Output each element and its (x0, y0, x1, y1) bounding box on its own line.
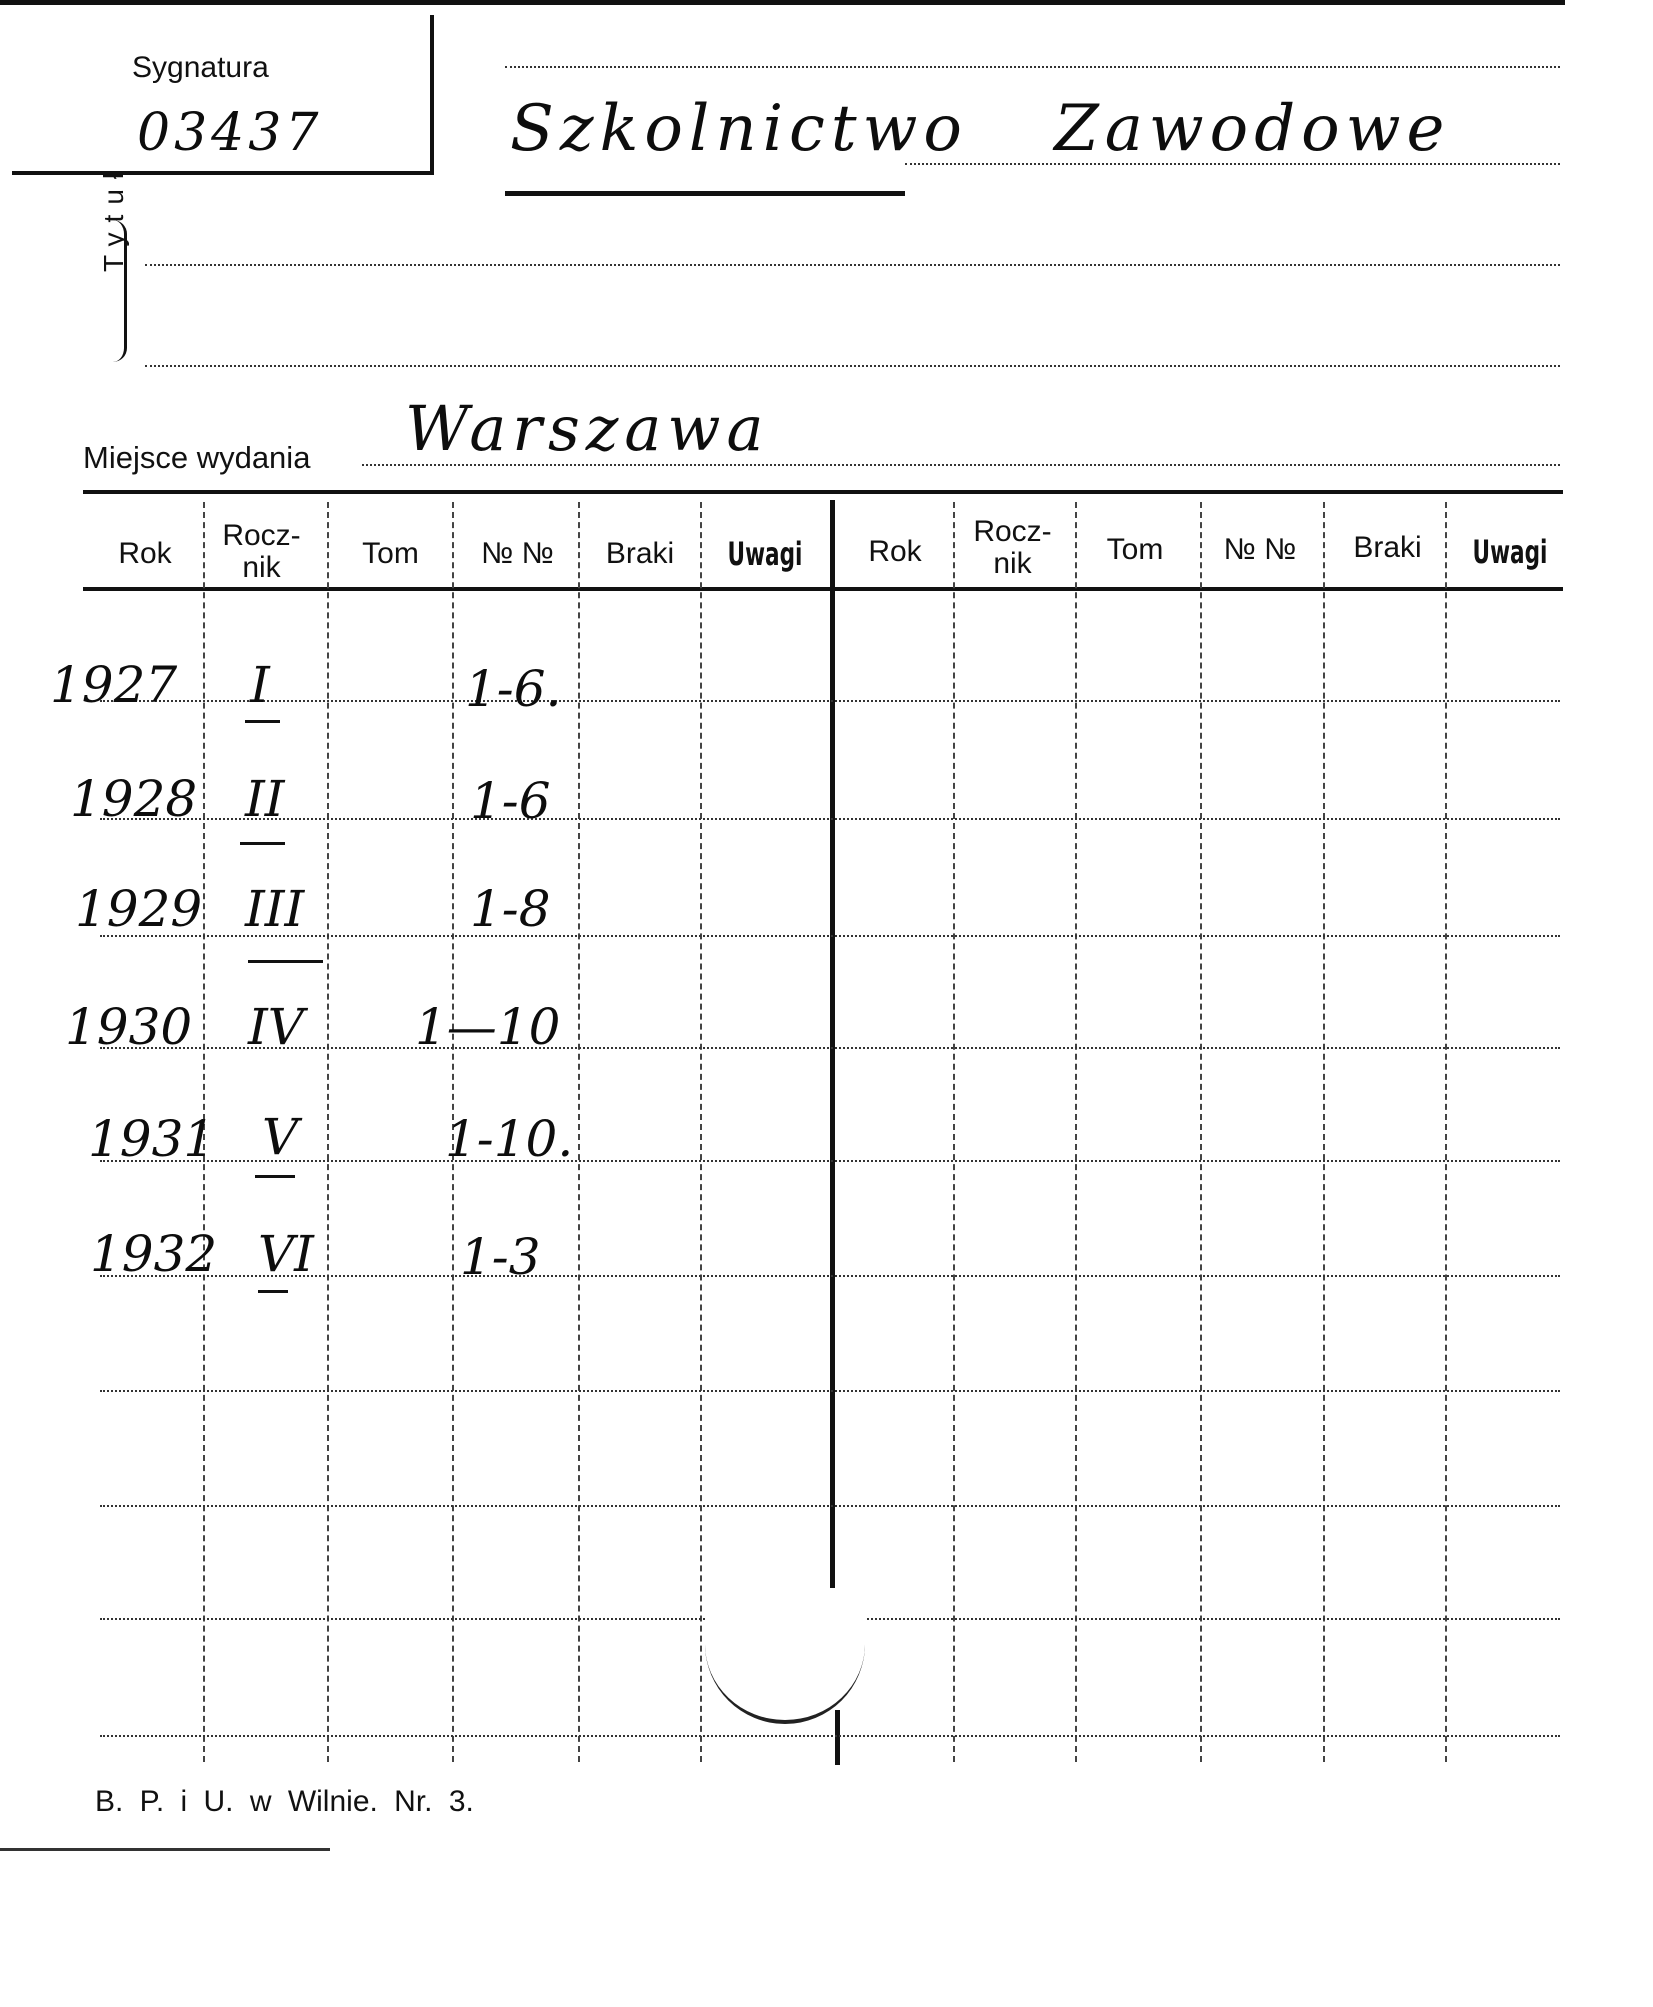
col-rocznik-right: Rocz- nik (973, 515, 1052, 580)
col-numery: № № (481, 537, 554, 570)
row-6-numery: 1-3 (460, 1228, 541, 1286)
row-2-rok: 1928 (70, 770, 198, 828)
col-uwagi-right: Uwagi (1472, 533, 1548, 571)
tytul-dotline-1 (145, 264, 1560, 266)
row-3-rocznik-underline (248, 960, 323, 963)
row-3-numery: 1-8 (470, 880, 551, 938)
col-uwagi: Uwagi (727, 535, 803, 573)
row-4-rok: 1930 (65, 998, 193, 1056)
vline-4 (578, 502, 580, 1762)
sygnatura-label: Sygnatura (132, 51, 269, 84)
tytul-label-text: Tytuł (98, 162, 129, 272)
col-tom: Tom (362, 537, 419, 570)
footer-imprint: B. P. i U. w Wilnie. Nr. 3. (95, 1785, 474, 1818)
row-4-rocznik: IV (248, 998, 304, 1056)
vline-9 (1200, 502, 1202, 1762)
row-5-rocznik: V (262, 1108, 299, 1166)
row-1-numery: 1-6. (465, 660, 562, 718)
row-line-5 (100, 1160, 1560, 1162)
row-6-rocznik-underline (258, 1290, 288, 1293)
row-5-numery: 1-10. (445, 1110, 574, 1168)
row-5-rok: 1931 (88, 1110, 216, 1168)
row-line-6 (100, 1275, 1560, 1277)
title-handwritten: Szkolnictwo Zawodowe (510, 92, 1451, 166)
vline-2 (327, 502, 329, 1762)
col-rocznik: Rocz- nik (222, 519, 301, 584)
sygnatura-box (12, 15, 434, 175)
sygnatura-value: 03437 (137, 103, 323, 163)
col-numery-right: № № (1223, 533, 1297, 566)
place-label: Miejsce wydania (83, 440, 311, 475)
row-2-numery: 1-6 (470, 772, 551, 830)
row-line-10 (100, 1735, 1560, 1737)
col-rok: Rok (118, 537, 172, 570)
row-3-rocznik: III (245, 880, 305, 938)
row-line-2 (100, 818, 1560, 820)
title-dotline-2 (905, 163, 1560, 165)
col-braki-right: Braki (1353, 531, 1422, 564)
row-2-rocznik-underline (240, 842, 285, 845)
table-header-rule (83, 587, 1563, 591)
title-underline (505, 191, 905, 196)
row-6-rok: 1932 (90, 1225, 218, 1283)
col-braki: Braki (605, 537, 675, 570)
vline-8 (1075, 502, 1077, 1762)
title-dotline-1 (505, 66, 1560, 68)
punch-hole-mark (705, 1600, 865, 1724)
row-1-rocznik: I (250, 656, 270, 714)
center-divider (830, 500, 835, 1588)
place-dotline (362, 464, 1560, 466)
row-line-7 (100, 1390, 1560, 1392)
row-1-rok: 1927 (50, 656, 178, 714)
tytul-brace (112, 220, 127, 362)
vline-7 (953, 502, 955, 1762)
row-6-rocznik: VI (258, 1225, 314, 1283)
row-3-rok: 1929 (75, 880, 203, 938)
vline-5 (700, 502, 702, 1762)
row-4-tom: 1—10 (415, 998, 561, 1056)
row-line-8 (100, 1505, 1560, 1507)
tytul-dotline-2 (145, 365, 1560, 367)
col-tom-right: Tom (1106, 533, 1164, 566)
vline-10 (1323, 502, 1325, 1762)
table-top-rule (83, 490, 1563, 494)
bottom-border (0, 1848, 330, 1851)
place-value: Warszawa (405, 392, 770, 465)
col-rok-right: Rok (868, 535, 922, 568)
center-divider-lower (835, 1710, 840, 1765)
row-2-rocznik: II (245, 770, 285, 828)
row-line-3 (100, 935, 1560, 937)
vline-11 (1445, 502, 1447, 1762)
top-border (0, 0, 1565, 5)
row-5-rocznik-underline (255, 1175, 295, 1178)
row-line-1 (100, 700, 1560, 702)
row-line-4 (100, 1047, 1560, 1049)
row-1-rocznik-underline (245, 720, 280, 723)
